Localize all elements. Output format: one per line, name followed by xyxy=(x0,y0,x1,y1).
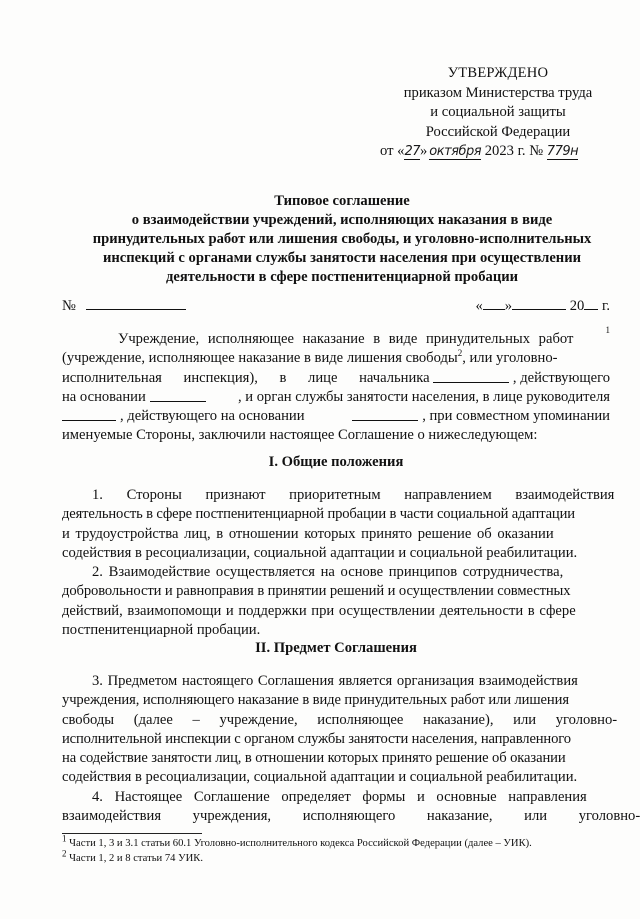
basis-blank xyxy=(150,388,206,402)
approval-line: приказом Министерства труда xyxy=(403,84,593,101)
approval-line: и социальной защиты xyxy=(430,104,566,120)
approval-date-line: от «27» октября 2023 г. № 779н xyxy=(380,143,579,159)
section-1-body: 1. Стороны признают приоритетным направлением взаимодействия деятельность в сфере постпенитенциарной пробации в части социальной адаптации и трудоустройства лиц, в отношении которых принято решение об оказании содействия в ресоциализации, социальной адаптации и социальной реабилитации. 2. Взаимодействие осуществляется на основе принципов сотрудничества, добровольности и равноправия в принятии решений и осуществлении совместных действий, взаимопомощи и поддержки при осуществлении деятельности в сфере постпенитенциарной пробации. xyxy=(62,487,615,639)
approval-heading: УТВЕРЖДЕНО xyxy=(447,65,549,81)
handwritten-month: октября xyxy=(429,144,482,159)
footnote-1: $^1$ Части 1, 3 и 3.1 статьи 60.1 Уголовно-исполнительного кодекса Российской Федерации (далее – УИК). xyxy=(62,833,532,849)
section-2-body: 3. Предметом настоящего Соглашения является организация взаимодействия учреждения, исполняющего наказание в виде принудительных работ или лишения свободы (далее – учреждение, исполняющее наказание), или уголовно- исполнительной инспекции с органом службы занятости населения, направленного на содействие занятости лиц, в отношении которых принято решение об оказании содействия в ресоциализации, социальной адаптации и социальной реабилитации. 4. Настоящее Соглашение определяет формы и основные направления взаимодействия учреждения, исполняющего наказание, или уголовно- xyxy=(62,673,640,825)
handwritten-day: 27 xyxy=(404,144,420,159)
day-blank xyxy=(483,296,505,310)
agreement-number: № xyxy=(62,296,186,315)
approval-block xyxy=(378,64,618,162)
head-name-blank-2 xyxy=(62,407,116,421)
intro-paragraph: Учреждение, исполняющее наказание в виде принудительных работ 1 (учреждение, исполняющее наказание в виде лишения свободы$^2$, или уголовно- исполнительная инспекция), в лице начальника , действующего на основании , и орган службы занятости населения, в лице руководителя , действующего на основании , при совместном упоминании именуемые Стороны, заключили настоящее Соглашение о нижеследующем: xyxy=(62,325,610,444)
footnote-ref: 1 xyxy=(605,325,610,335)
approval-line: Российской Федерации xyxy=(425,123,571,140)
number-blank xyxy=(86,296,186,310)
footnote-separator xyxy=(62,833,202,834)
month-blank xyxy=(512,296,566,310)
head-name-blank xyxy=(433,369,509,383)
agreement-date: « » 20 г. xyxy=(475,298,610,314)
footnote-2: $^2$ Части 1, 2 и 8 статьи 74 УИК. xyxy=(62,848,203,864)
agreement-number-date-line xyxy=(62,296,610,316)
section-1-heading: I. Общие положения xyxy=(268,454,404,470)
footnote-ref: 2 xyxy=(457,348,463,359)
footnotes xyxy=(62,833,610,866)
section-2-heading: II. Предмет Соглашения xyxy=(255,640,417,656)
document-title: Типовое соглашение о взаимодействии учреждений, исполняющих наказания в виде принудительных работ или лишения свободы, и уголовно-исполнительных инспекций с органами службы занятости населения при осуществлении деятельности в сфере постпенитенциарной пробации xyxy=(92,193,592,285)
basis-blank-2 xyxy=(352,407,418,421)
handwritten-order-number: 779н xyxy=(546,144,579,159)
year-blank xyxy=(584,296,598,310)
